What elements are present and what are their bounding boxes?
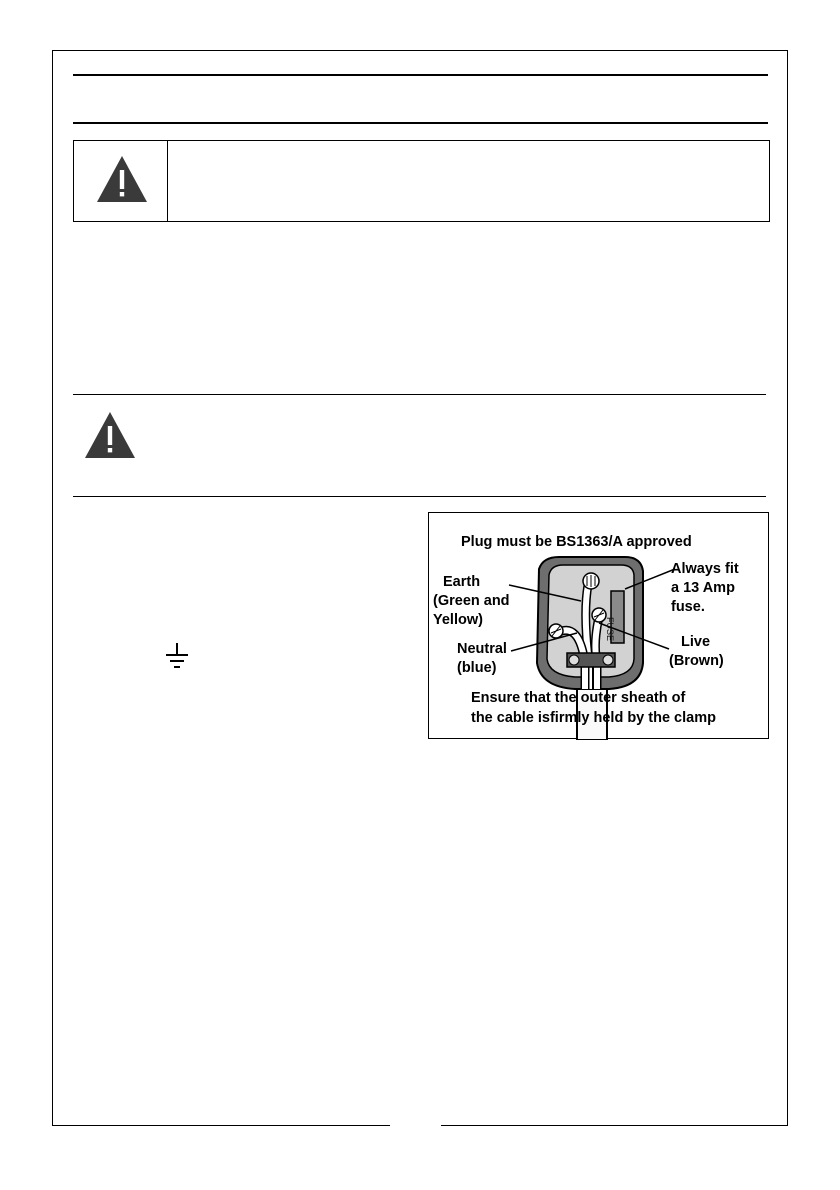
neutral-label: Neutral	[457, 641, 507, 657]
earth-label-colour: (Green and	[433, 593, 510, 609]
fuse-note: Always fit	[671, 561, 739, 577]
header-top-rule	[73, 74, 768, 76]
clamp-note-cont: the cable isfirmly held by the clamp	[471, 710, 716, 726]
earth-label-colour-2: Yellow)	[433, 612, 483, 628]
warning-triangle-icon	[95, 154, 149, 204]
fuse-note-end: fuse.	[671, 599, 705, 615]
plug-approval-title: Plug must be BS1363/A approved	[461, 534, 692, 550]
warning-section-top-rule	[73, 394, 766, 395]
fuse-marking: FUSE	[605, 617, 615, 642]
live-label-colour: (Brown)	[669, 653, 724, 669]
earth-label: Earth	[443, 574, 481, 590]
header-bottom-rule	[73, 122, 768, 124]
warning-section-bottom-rule	[73, 496, 766, 497]
warning-triangle-icon	[83, 410, 137, 460]
plug-wiring-figure	[428, 512, 769, 739]
earth-ground-icon	[164, 641, 190, 673]
frame-bottom-right-rule	[441, 1125, 788, 1126]
clamp-note: Ensure that the outer sheath of	[471, 690, 686, 706]
live-label: Live	[681, 634, 711, 650]
warning-box	[73, 140, 770, 222]
frame-bottom-left-rule	[52, 1125, 390, 1126]
fuse-note-rating: a 13 Amp	[671, 580, 735, 596]
neutral-label-colour: (blue)	[457, 660, 497, 676]
warning-icon-cell	[74, 141, 168, 221]
